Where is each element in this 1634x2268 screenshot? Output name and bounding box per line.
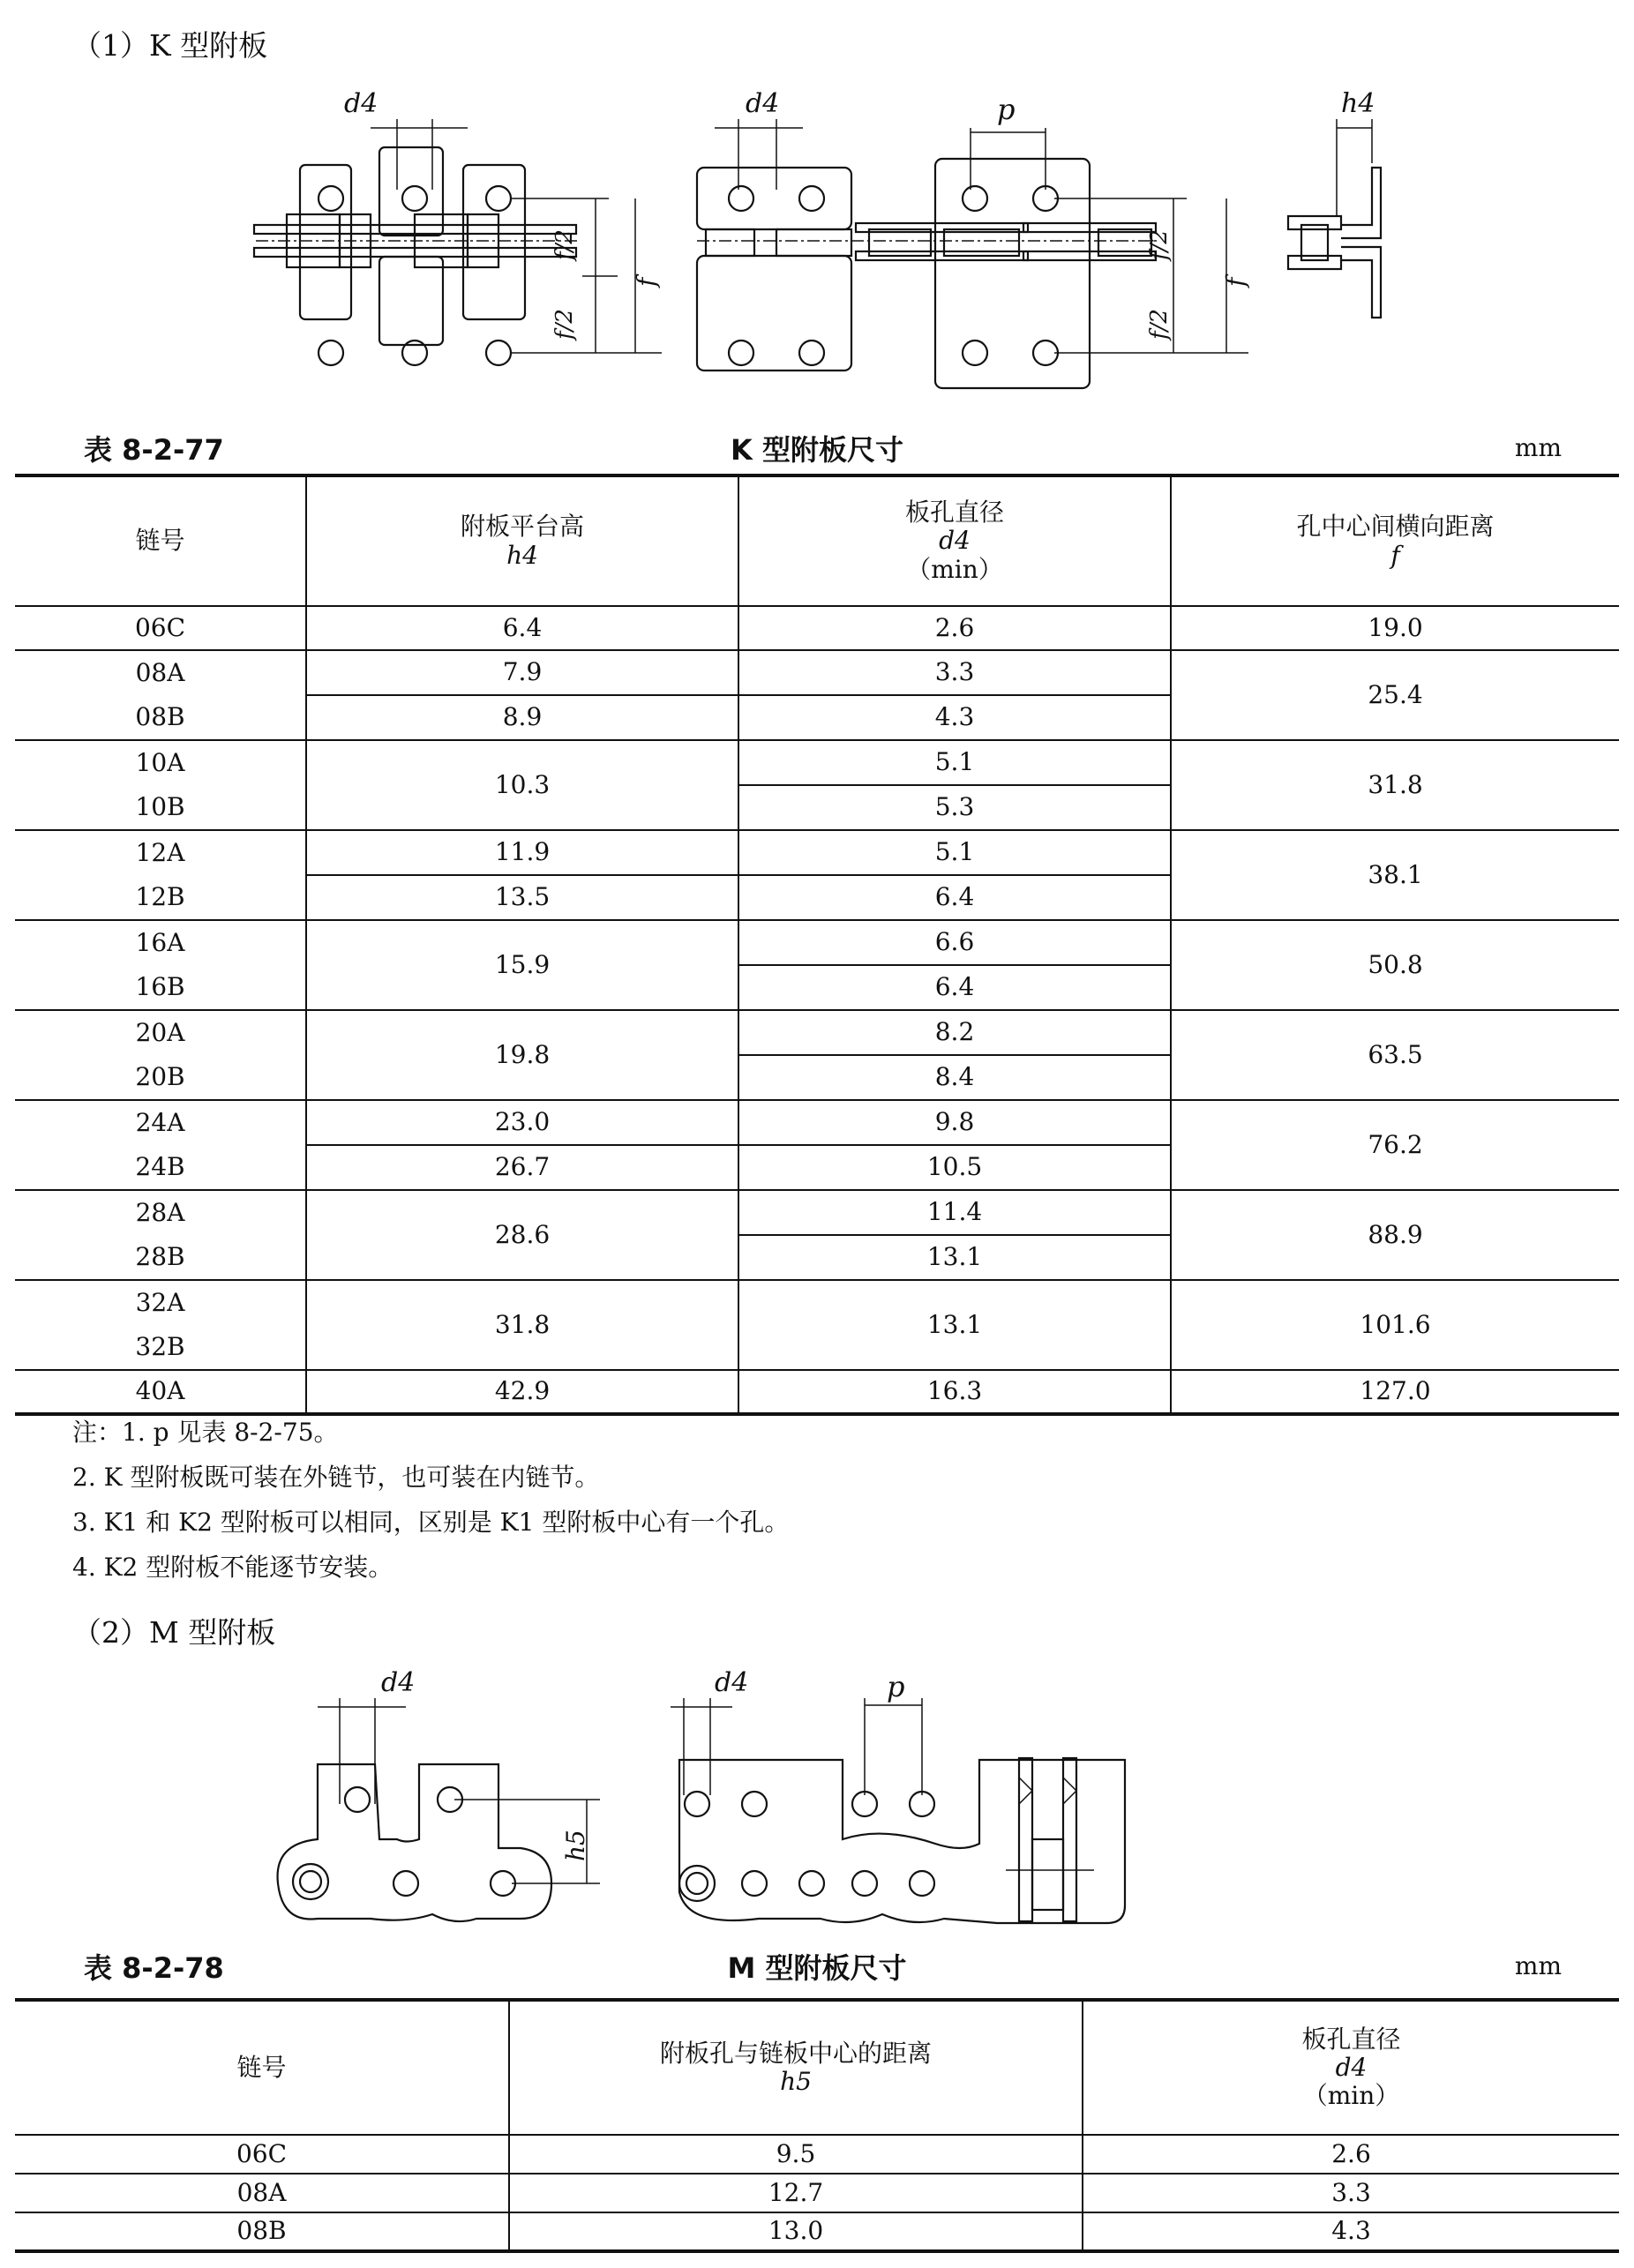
table-row	[15, 2174, 1619, 2212]
cell-d4: 9.8	[738, 1100, 1171, 1145]
cell-h4: 28.6	[306, 1190, 738, 1280]
cell-f: 127.0	[1171, 1370, 1619, 1414]
cell-d4: 5.3	[738, 785, 1171, 830]
cell-h4: 31.8	[306, 1280, 738, 1370]
table-m-caption	[0, 1946, 1634, 1987]
cell-h4: 23.0	[306, 1100, 738, 1145]
cell-chain: 20A 20B	[15, 1010, 306, 1100]
cell-f: 88.9	[1171, 1190, 1619, 1280]
cell-chain: 12A 12B	[15, 830, 306, 920]
cell-d4: 4.3	[738, 695, 1171, 740]
table-k-title: K 型附板尺寸	[731, 433, 903, 467]
table-m-title: M 型附板尺寸	[727, 1951, 907, 1985]
note-1: 注：1. p 见表 8-2-75。	[72, 1418, 339, 1447]
k-label-f-half-bottom-2: f/2	[1146, 309, 1173, 340]
table-row	[15, 1280, 1619, 1370]
table-row	[15, 1370, 1619, 1414]
k-label-f-half-top-2: f/2	[1146, 229, 1173, 260]
note-4: 4. K2 型附板不能逐节安装。	[72, 1553, 394, 1582]
cell-d4: 16.3	[738, 1370, 1171, 1414]
table-m-unit: mm	[1514, 1951, 1562, 1980]
table-row	[15, 2212, 1619, 2251]
table-k-notes	[72, 1410, 789, 1590]
col-d4-header: 板孔直径 d4 （min）	[738, 475, 1171, 606]
table-row	[15, 2135, 1619, 2174]
cell-d4: 3.3	[738, 650, 1171, 695]
m-label-p: p	[887, 1670, 905, 1703]
cell-h5: 9.5	[509, 2135, 1083, 2174]
table-row	[15, 830, 1619, 875]
cell-h4: 8.9	[306, 695, 738, 740]
cell-chain: 28A 28B	[15, 1190, 306, 1280]
cell-f: 25.4	[1171, 650, 1619, 740]
cell-h5: 12.7	[509, 2174, 1083, 2212]
cell-chain: 24A 24B	[15, 1100, 306, 1190]
cell-chain: 08A	[15, 2174, 509, 2212]
cell-f: 38.1	[1171, 830, 1619, 920]
k-label-f-2: f	[1221, 277, 1250, 287]
m-label-h5: h5	[561, 1830, 590, 1861]
cell-d4: 3.3	[1083, 2174, 1619, 2212]
cell-chain: 06C	[15, 2135, 509, 2174]
table-row	[15, 1010, 1619, 1055]
col-f-header: 孔中心间横向距离 f	[1171, 475, 1619, 606]
cell-h4: 26.7	[306, 1145, 738, 1190]
table-m-number: 表 8-2-78	[84, 1951, 224, 1985]
cell-d4: 8.4	[738, 1055, 1171, 1100]
cell-f: 31.8	[1171, 740, 1619, 830]
cell-chain: 40A	[15, 1370, 306, 1414]
m-view-single	[278, 1667, 600, 1921]
table-row	[15, 1190, 1619, 1235]
table-k-caption	[0, 428, 1634, 468]
cell-f: 63.5	[1171, 1010, 1619, 1100]
cell-d4: 4.3	[1083, 2212, 1619, 2251]
table-row	[15, 1100, 1619, 1145]
m-view-side	[1006, 1758, 1094, 1921]
k-label-f-half-top: f/2	[551, 229, 578, 260]
cell-h4: 13.5	[306, 875, 738, 920]
m-view-pitch	[671, 1667, 1125, 1923]
cell-d4: 13.1	[738, 1280, 1171, 1370]
cell-h4: 11.9	[306, 830, 738, 875]
cell-h4: 10.3	[306, 740, 738, 830]
k-label-f: f	[632, 277, 661, 287]
cell-f: 50.8	[1171, 920, 1619, 1010]
cell-f: 19.0	[1171, 606, 1619, 650]
cell-chain: 16A 16B	[15, 920, 306, 1010]
section-title-k: （1）K 型附板	[72, 28, 268, 63]
cell-h5: 13.0	[509, 2212, 1083, 2251]
m-label-d4-2: d4	[715, 1667, 749, 1698]
note-3: 3. K1 和 K2 型附板可以相同，区别是 K1 型附板中心有一个孔。	[72, 1508, 790, 1537]
cell-chain: 08B	[15, 2212, 509, 2251]
cell-chain: 32A 32B	[15, 1280, 306, 1370]
k-label-p: p	[997, 93, 1016, 126]
table-m	[15, 1998, 1619, 2253]
cell-d4: 6.6	[738, 920, 1171, 965]
cell-chain: 06C	[15, 606, 306, 650]
col-chain-header: 链号	[15, 2000, 509, 2135]
table-k	[15, 474, 1619, 1416]
table-k-number: 表 8-2-77	[84, 433, 224, 467]
cell-h4: 19.8	[306, 1010, 738, 1100]
cell-h4: 6.4	[306, 606, 738, 650]
cell-f: 76.2	[1171, 1100, 1619, 1190]
col-h5-header: 附板孔与链板中心的距离 h5	[509, 2000, 1083, 2135]
cell-d4: 2.6	[738, 606, 1171, 650]
table-row	[15, 650, 1619, 695]
m-label-d4: d4	[381, 1667, 416, 1698]
cell-chain: 10A 10B	[15, 740, 306, 830]
table-row	[15, 606, 1619, 650]
table-row	[15, 740, 1619, 785]
cell-d4: 2.6	[1083, 2135, 1619, 2174]
k-label-d4-2: d4	[746, 88, 780, 119]
k-attachment-drawing	[247, 84, 1412, 415]
k-view-staggered	[254, 88, 662, 365]
k-view-pitch	[697, 88, 1250, 388]
cell-h4: 42.9	[306, 1370, 738, 1414]
k-label-h4: h4	[1341, 88, 1375, 119]
cell-d4: 10.5	[738, 1145, 1171, 1190]
col-d4-header: 板孔直径 d4 （min）	[1083, 2000, 1619, 2135]
m-attachment-drawing	[265, 1663, 1412, 1945]
cell-d4: 11.4	[738, 1190, 1171, 1235]
cell-d4: 6.4	[738, 965, 1171, 1010]
k-label-d4: d4	[344, 88, 379, 119]
k-view-side	[1288, 88, 1381, 318]
cell-d4: 5.1	[738, 830, 1171, 875]
k-label-f-half-bottom: f/2	[551, 309, 578, 340]
col-chain-header: 链号	[15, 475, 306, 606]
cell-d4: 13.1	[738, 1235, 1171, 1280]
table-row	[15, 920, 1619, 965]
cell-d4: 6.4	[738, 875, 1171, 920]
cell-h4: 15.9	[306, 920, 738, 1010]
col-h4-header: 附板平台高 h4	[306, 475, 738, 606]
table-k-unit: mm	[1514, 433, 1562, 462]
cell-d4: 8.2	[738, 1010, 1171, 1055]
cell-chain: 08A 08B	[15, 650, 306, 740]
cell-f: 101.6	[1171, 1280, 1619, 1370]
section-title-m: （2）M 型附板	[72, 1615, 276, 1650]
cell-h4: 7.9	[306, 650, 738, 695]
note-2: 2. K 型附板既可装在外链节，也可装在内链节。	[72, 1463, 600, 1492]
cell-d4: 5.1	[738, 740, 1171, 785]
